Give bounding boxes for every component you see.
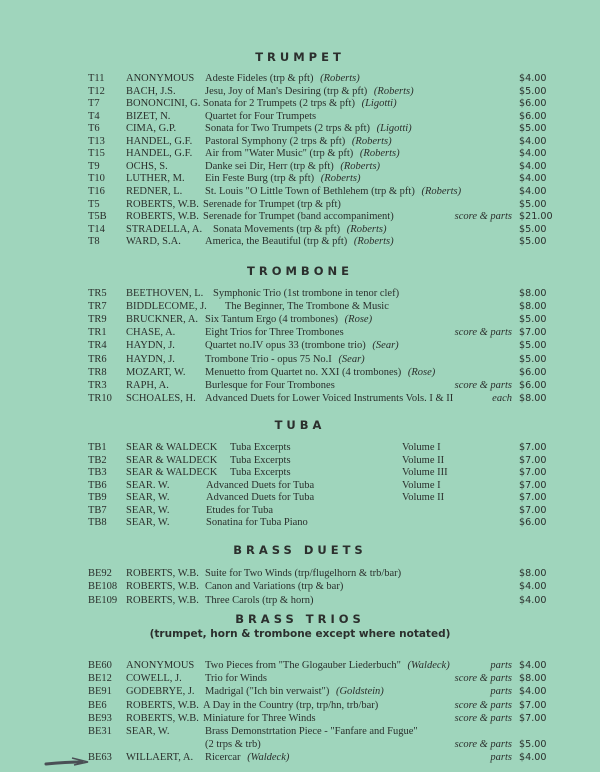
piece-title <box>206 479 314 492</box>
catalog-row[interactable] <box>0 725 600 738</box>
price: $8.00 <box>519 673 547 685</box>
piece-title <box>225 300 389 313</box>
composer-name: BRUCKNER, A. <box>126 314 199 326</box>
composer-name: ROBERTS, W.B. <box>126 568 199 579</box>
format-note: parts <box>490 686 512 698</box>
catalog-row[interactable] <box>0 491 600 504</box>
piece-title <box>205 751 289 764</box>
catalog-row[interactable] <box>0 699 600 712</box>
price: $5.00 <box>519 123 547 135</box>
title-text: Sonata Movements (trp & pft) <box>213 223 341 235</box>
title-text: Tuba Excerpts <box>230 454 291 466</box>
piece-title <box>205 147 400 160</box>
catalog-row[interactable] <box>0 504 600 517</box>
item-code: T7 <box>88 98 100 110</box>
title-text: The Beginner, The Trombone & Music <box>225 301 389 313</box>
title-text: Danke sei Dir, Herr (trp & pft) <box>205 160 334 172</box>
item-code: T12 <box>88 85 105 97</box>
item-code: TR3 <box>88 379 107 391</box>
format-note: score & parts <box>454 327 512 339</box>
composer-name: BEETHOVEN, L. <box>126 288 204 299</box>
title-text: Tuba Excerpts <box>230 467 291 479</box>
piece-title <box>205 313 372 326</box>
price: $7.00 <box>519 442 547 453</box>
item-code: BE91 <box>88 686 112 698</box>
title-text: Symphonic Trio (1st trombone in tenor clef) <box>213 288 400 299</box>
composer-name: ANONYMOUS <box>126 660 195 671</box>
item-code: TR7 <box>88 301 107 313</box>
item-code: TR8 <box>88 366 107 378</box>
section-title-duets: BRASS DUETS <box>233 543 367 557</box>
composer-name: SEAR, W. <box>126 504 170 516</box>
title-text: Adeste Fideles (trp & pft) <box>205 73 314 84</box>
piece-title <box>205 235 394 248</box>
title-text: Serenade for Trumpet (band accompaniment) <box>203 211 394 223</box>
piece-title <box>203 198 341 211</box>
catalog-row[interactable] <box>0 313 600 326</box>
composer-name: WARD, S.A. <box>126 236 181 248</box>
price: $8.00 <box>519 288 547 299</box>
piece-title <box>205 326 344 339</box>
price: $5.00 <box>519 739 547 751</box>
title-text: Pastoral Symphony (2 trps & pft) <box>205 135 346 147</box>
hand-drawn-arrow-icon <box>44 757 90 767</box>
title-text: Sonata for Two Trumpets (2 trps & pft) <box>205 123 371 135</box>
price: $8.00 <box>519 392 547 404</box>
piece-title <box>205 725 418 738</box>
item-code: T15 <box>88 148 105 160</box>
item-code: BE109 <box>88 594 118 606</box>
arranger-name: (Roberts) <box>346 223 387 235</box>
title-text: (2 trps & trb) <box>205 739 261 751</box>
composer-name: SEAR. W. <box>126 479 170 491</box>
composer-name: SEAR & WALDECK <box>126 454 218 466</box>
title-text: Menuetto from Quartet no. XXI (4 trombones) <box>205 366 402 378</box>
arranger-name: (Waldeck) <box>407 660 450 671</box>
item-code: TR1 <box>88 327 107 339</box>
composer-name: SEAR & WALDECK <box>126 442 218 453</box>
piece-title <box>205 672 267 685</box>
arranger-name: (Rose) <box>407 366 436 378</box>
section-title-trombone: TROMBONE <box>247 264 353 278</box>
composer-name: RAPH, A. <box>126 379 169 391</box>
composer-name: HAYDN, J. <box>126 340 175 352</box>
item-code: TB8 <box>88 517 107 529</box>
piece-title <box>205 135 392 148</box>
price: $5.00 <box>519 236 547 248</box>
title-text: Sonatina for Tuba Piano <box>206 517 308 529</box>
piece-title <box>213 223 386 236</box>
catalog-row[interactable] <box>0 353 600 366</box>
piece-title <box>205 580 343 593</box>
piece-title <box>205 122 412 135</box>
catalog-row[interactable] <box>0 392 600 405</box>
price: $6.00 <box>519 379 547 391</box>
price: $7.00 <box>519 454 547 466</box>
catalog-row[interactable] <box>0 185 600 198</box>
piece-title <box>203 210 394 223</box>
composer-name: ROBERTS, W.B. <box>126 712 199 724</box>
item-code: TR9 <box>88 314 107 326</box>
arranger-name: (Sear) <box>372 340 399 352</box>
piece-title <box>203 699 378 712</box>
arranger-name: (Roberts) <box>320 173 361 185</box>
item-code: BE92 <box>88 568 112 579</box>
title-text: Canon and Variations (trp & bar) <box>205 581 344 593</box>
catalog-row[interactable] <box>0 685 600 698</box>
format-note: parts <box>490 660 512 671</box>
price: $4.00 <box>519 686 547 698</box>
catalog-row[interactable] <box>0 751 600 764</box>
composer-name: SEAR, W. <box>126 492 170 504</box>
price: $5.00 <box>519 223 547 235</box>
piece-title <box>205 594 313 607</box>
arranger-name: (Roberts) <box>340 160 381 172</box>
arranger-name: (Ligotti) <box>361 98 397 110</box>
arranger-name: (Roberts) <box>359 148 400 160</box>
piece-title <box>230 441 291 454</box>
arranger-name: (Roberts) <box>421 185 462 197</box>
composer-name: CHASE, A. <box>126 327 176 339</box>
price: $4.00 <box>519 135 547 147</box>
composer-name: WILLAERT, A. <box>126 752 194 764</box>
piece-title <box>205 110 316 123</box>
title-text: Burlesque for Four Trombones <box>205 379 335 391</box>
composer-name: SEAR & WALDECK <box>126 467 218 479</box>
item-code: TB9 <box>88 492 107 504</box>
title-text: Brass Demonstrtation Piece - "Fanfare and Fugue" <box>205 726 418 737</box>
catalog-row[interactable] <box>0 466 600 479</box>
catalog-row[interactable] <box>0 72 600 85</box>
title-text: Tuba Excerpts <box>230 442 291 453</box>
catalog-row[interactable] <box>0 122 600 135</box>
item-code: TR4 <box>88 340 107 352</box>
price: $8.00 <box>519 568 547 579</box>
volume-label: Volume I <box>402 442 441 453</box>
catalog-row[interactable] <box>0 235 600 248</box>
format-note: score & parts <box>454 211 512 223</box>
format-note: parts <box>490 752 512 764</box>
composer-name: SEAR, W. <box>126 726 170 737</box>
composer-name: MOZART, W. <box>126 366 186 378</box>
piece-title <box>206 491 314 504</box>
piece-title <box>203 97 397 110</box>
title-text: Trio for Winds <box>205 673 268 685</box>
price: $21.00 <box>519 211 553 223</box>
piece-title <box>205 72 360 85</box>
catalog-row[interactable] <box>0 479 600 492</box>
volume-label: Volume II <box>402 454 445 466</box>
price: $5.00 <box>519 198 547 210</box>
composer-name: ROBERTS, W.B. <box>126 594 199 606</box>
piece-title <box>230 454 291 467</box>
price: $8.00 <box>519 301 547 313</box>
price: $4.00 <box>519 160 547 172</box>
price: $4.00 <box>519 752 547 764</box>
composer-name: BIDDLECOME, J. <box>126 301 207 313</box>
title-text: Ricercar <box>205 752 241 764</box>
item-code: BE93 <box>88 712 112 724</box>
price: $4.00 <box>519 581 547 593</box>
piece-title <box>205 185 461 198</box>
catalog-row[interactable] <box>0 441 600 454</box>
catalog-row[interactable] <box>0 135 600 148</box>
title-text: Suite for Two Winds (trp/flugelhorn & trb/bar) <box>205 568 402 579</box>
format-note: score & parts <box>454 739 512 751</box>
arranger-name: (Sear) <box>338 353 365 365</box>
price: $7.00 <box>519 327 547 339</box>
item-code: BE60 <box>88 660 112 671</box>
catalog-row[interactable] <box>0 172 600 185</box>
item-code: T5B <box>88 211 107 223</box>
title-text: Eight Trios for Three Trombones <box>205 327 344 339</box>
catalog-row[interactable] <box>0 210 600 223</box>
title-text: Two Pieces from "The Glogauber Liederbuch" <box>205 660 401 671</box>
piece-title <box>205 738 261 751</box>
item-code: TR6 <box>88 353 107 365</box>
composer-name: LUTHER, M. <box>126 173 185 185</box>
catalog-row[interactable] <box>0 147 600 160</box>
title-text: St. Louis "O Little Town of Bethlehem (trp & pft) <box>205 185 415 197</box>
format-note: each <box>492 392 512 404</box>
catalog-row[interactable] <box>0 580 600 593</box>
arranger-name: (Goldstein) <box>335 686 384 698</box>
section-title-tuba: TUBA <box>274 418 326 432</box>
price: $5.00 <box>519 85 547 97</box>
arranger-name: (Roberts) <box>353 236 394 248</box>
catalog-row[interactable] <box>0 672 600 685</box>
composer-name: CIMA, G.P. <box>126 123 177 135</box>
price: $6.00 <box>519 517 547 529</box>
format-note: score & parts <box>454 673 512 685</box>
piece-title <box>205 366 435 379</box>
volume-label: Volume I <box>402 479 441 491</box>
piece-title <box>205 339 399 352</box>
title-text: Quartet for Four Trumpets <box>205 110 317 122</box>
item-code: T16 <box>88 185 105 197</box>
catalog-row[interactable] <box>0 659 600 672</box>
price: $7.00 <box>519 479 547 491</box>
price: $5.00 <box>519 314 547 326</box>
composer-name: COWELL, J. <box>126 673 182 685</box>
piece-title <box>205 659 450 672</box>
composer-name: BACH, J.S. <box>126 85 176 97</box>
piece-title <box>230 466 291 479</box>
composer-name: ANONYMOUS <box>126 73 195 84</box>
catalog-row[interactable] <box>0 454 600 467</box>
title-text: Serenade for Trumpet (trp & pft) <box>203 198 341 210</box>
price: $4.00 <box>519 660 547 671</box>
catalog-row[interactable] <box>0 712 600 725</box>
composer-name: OCHS, S. <box>126 160 168 172</box>
catalog-row[interactable] <box>0 594 600 607</box>
piece-title <box>203 712 316 725</box>
price: $6.00 <box>519 366 547 378</box>
composer-name: HANDEL, G.F. <box>126 148 193 160</box>
title-text: Trombone Trio - opus 75 No.I <box>205 353 332 365</box>
catalog-row[interactable] <box>0 198 600 211</box>
item-code: T13 <box>88 135 105 147</box>
item-code: T4 <box>88 110 100 122</box>
composer-name: REDNER, L. <box>126 185 183 197</box>
price: $4.00 <box>519 148 547 160</box>
catalog-row[interactable] <box>0 366 600 379</box>
price: $4.00 <box>519 73 547 84</box>
catalog-row[interactable] <box>0 379 600 392</box>
item-code: T6 <box>88 123 100 135</box>
price: $6.00 <box>519 110 547 122</box>
catalog-row[interactable] <box>0 85 600 98</box>
volume-label: Volume III <box>402 467 448 479</box>
title-text: Advanced Duets for Tuba <box>206 479 315 491</box>
item-code: T14 <box>88 223 105 235</box>
title-text: Advanced Duets for Lower Voiced Instruments Vols. I & II <box>205 392 454 404</box>
price: $7.00 <box>519 712 547 724</box>
title-text: Etudes for Tuba <box>206 504 274 516</box>
arranger-name: (Roberts) <box>373 85 414 97</box>
title-text: A Day in the Country (trp, trp/hn, trb/bar) <box>203 699 379 711</box>
title-text: Miniature for Three Winds <box>203 712 316 724</box>
title-text: Advanced Duets for Tuba <box>206 492 315 504</box>
section-subtitle-trios: (trumpet, horn & trombone except where notated) <box>149 628 451 640</box>
catalog-row[interactable] <box>0 516 600 529</box>
price: $7.00 <box>519 504 547 516</box>
piece-title <box>205 160 380 173</box>
price: $6.00 <box>519 98 547 110</box>
format-note: score & parts <box>454 379 512 391</box>
title-text: Quartet no.IV opus 33 (trombone trio) <box>205 340 366 352</box>
title-text: Sonata for 2 Trumpets (2 trps & pft) <box>203 98 355 110</box>
catalog-row[interactable] <box>0 97 600 110</box>
arranger-name: (Rose) <box>344 314 373 326</box>
volume-label: Volume II <box>402 492 445 504</box>
piece-title <box>205 85 414 98</box>
price: $4.00 <box>519 594 547 606</box>
catalog-row[interactable] <box>0 300 600 313</box>
piece-title <box>205 379 335 392</box>
item-code: BE12 <box>88 673 112 685</box>
item-code: TB1 <box>88 442 107 453</box>
title-text: Six Tantum Ergo (4 trombones) <box>205 314 339 326</box>
catalog-row[interactable] <box>0 738 600 751</box>
price: $4.00 <box>519 173 547 185</box>
title-text: Air from "Water Music" (trp & pft) <box>205 148 354 160</box>
catalog-row[interactable] <box>0 160 600 173</box>
arranger-name: (Roberts) <box>320 73 360 84</box>
price: $7.00 <box>519 467 547 479</box>
piece-title <box>205 567 401 580</box>
format-note: score & parts <box>454 712 512 724</box>
price: $5.00 <box>519 340 547 352</box>
title-text: Ein Feste Burg (trp & pft) <box>205 173 315 185</box>
item-code: TR5 <box>88 288 107 299</box>
section-title-trios: BRASS TRIOS <box>235 612 365 626</box>
arranger-name: (Waldeck) <box>247 752 290 764</box>
piece-title <box>205 685 384 698</box>
title-text: America, the Beautiful (trp & pft) <box>205 236 348 248</box>
composer-name: ROBERTS, W.B. <box>126 198 199 210</box>
piece-title <box>205 353 365 366</box>
piece-title <box>213 287 399 300</box>
piece-title <box>205 172 360 185</box>
item-code: TR10 <box>88 392 112 404</box>
arranger-name: (Ligotti) <box>376 123 412 135</box>
item-code: BE108 <box>88 581 118 593</box>
composer-name: STRADELLA, A. <box>126 223 203 235</box>
title-text: Three Carols (trp & horn) <box>205 594 314 606</box>
composer-name: ROBERTS, W.B. <box>126 699 199 711</box>
composer-name: SCHOALES, H. <box>126 392 196 404</box>
item-code: BE6 <box>88 699 107 711</box>
composer-name: HAYDN, J. <box>126 353 175 365</box>
catalog-row[interactable] <box>0 223 600 236</box>
composer-name: ROBERTS, W.B. <box>126 211 199 223</box>
piece-title <box>206 516 308 529</box>
catalog-row[interactable] <box>0 287 600 300</box>
price: $4.00 <box>519 185 547 197</box>
price: $5.00 <box>519 353 547 365</box>
piece-title <box>205 392 453 405</box>
item-code: T11 <box>88 73 105 84</box>
composer-name: GODEBRYE, J. <box>126 686 195 698</box>
item-code: TB2 <box>88 454 107 466</box>
item-code: T5 <box>88 198 100 210</box>
item-code: BE63 <box>88 752 112 764</box>
title-text: Madrigal ("Ich bin verwaist") <box>205 686 330 698</box>
composer-name: SEAR, W. <box>126 517 170 529</box>
piece-title <box>206 504 273 517</box>
format-note: score & parts <box>454 699 512 711</box>
catalog-row[interactable] <box>0 339 600 352</box>
price: $7.00 <box>519 699 547 711</box>
composer-name: ROBERTS, W.B. <box>126 581 199 593</box>
composer-name: BIZET, N. <box>126 110 171 122</box>
arranger-name: (Roberts) <box>351 135 392 147</box>
composer-name: BONONCINI, G. <box>126 98 201 110</box>
item-code: TB6 <box>88 479 107 491</box>
title-text: Jesu, Joy of Man's Desiring (trp & pft) <box>205 85 368 97</box>
catalog-row[interactable] <box>0 326 600 339</box>
catalog-row[interactable] <box>0 110 600 123</box>
section-title-trumpet: TRUMPET <box>255 50 345 64</box>
item-code: T9 <box>88 160 100 172</box>
item-code: T10 <box>88 173 105 185</box>
item-code: BE31 <box>88 726 112 737</box>
item-code: TB3 <box>88 467 107 479</box>
composer-name: HANDEL, G.F. <box>126 135 193 147</box>
item-code: T8 <box>88 236 100 248</box>
item-code: TB7 <box>88 504 107 516</box>
catalog-row[interactable] <box>0 567 600 580</box>
price: $7.00 <box>519 492 547 504</box>
